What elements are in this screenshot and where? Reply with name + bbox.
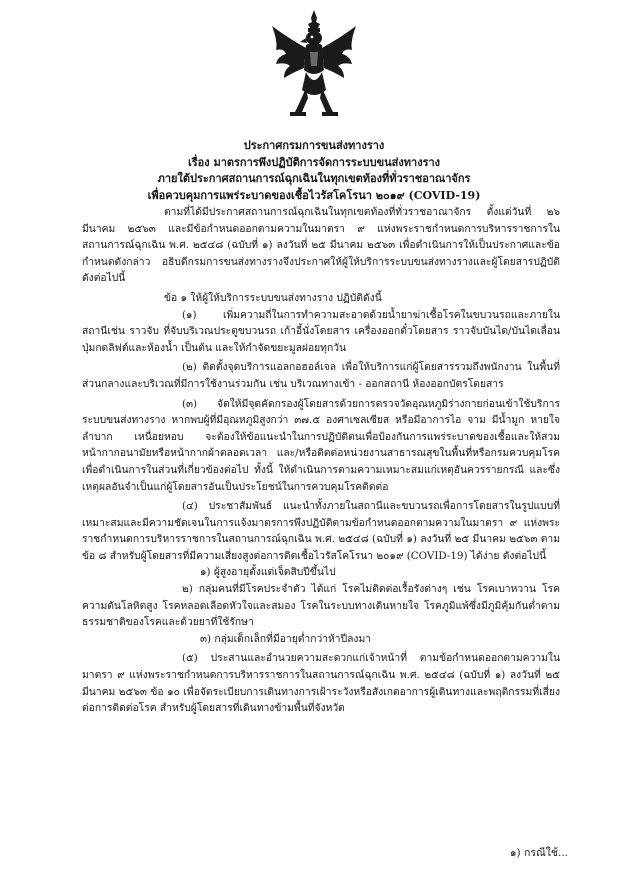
title-context: ภายใต้ประกาศสถานการณ์ฉุกเฉินในทุกเขตท้องที่ทั่วราชอาณาจักร: [157, 172, 471, 185]
risk-group-3: ๓) กลุ่มเด็กเล็กที่มีอายุต่ำกว่าห้าปีลงมา: [200, 632, 372, 645]
clause-1-item-2: (๒) ติดตั้งจุดบริการแอลกอฮอล์เจล เพื่อให้บริการแก่ผู้โดยสารรวมถึงพนักงาน ในพื้นที่ส่วนกลางและบริเวณที่มีการใช้งานร่วมกัน เช่น บริเวณทางเข้า - ออกสถานี ห้องออกบัตรโดยสาร: [82, 361, 560, 390]
title-purpose: เพื่อควบคุมการแพร่ระบาดของเชื้อไวรัสโคโรนา ๒๐๑๙ (COVID-19): [147, 188, 481, 202]
clause-1-item-1: (๑) เพิ่มความถี่ในการทำความสะอาดด้วยน้ำยาฆ่าเชื้อโรคในขบวนรถและภายในสถานีเช่น ราวจับ ที่จับบริเวณประตูขบวนรถ เก้าอี้นั่งโดยสาร เครื่องออกตั๋วโดยสาร ราวจับบันได/บันไดเลื่อน ปุ่มกดลิฟต์และห้องน้ำ เป็นต้น และให้กำจัดขยะมูลฝอยทุกวัน: [82, 308, 560, 354]
title-agency: ประกาศกรมการขนส่งทางราง: [243, 139, 385, 152]
document-title: [130, 138, 498, 204]
title-subject: เรื่อง มาตรการพึงปฏิบัติการจัดการระบบขนส่งทางราง: [187, 155, 441, 169]
document-body: [82, 204, 560, 717]
risk-group-2: ๒) กลุ่มคนที่มีโรคประจำตัว ได้แก่ โรคไม่ติดต่อเรื้อรังต่างๆ เช่น โรคเบาหวาน โรคความดันโลหิตสูง โรคหลอดเลือดหัวใจและสมอง โรคในระบบทางเดินหายใจ โรคภูมิแพ้ซึ่งมีภูมิคุ้มกันต่ำตามธรรมชาติของโรคและด้วยยาที่ใช้รักษา: [82, 583, 560, 629]
risk-group-1: ๑) ผู้สูงอายุตั้งแต่เจ็ดสิบปีขึ้นไป: [200, 566, 336, 579]
clause-1-heading: ข้อ ๑ ให้ผู้ให้บริการระบบขนส่งทางราง ปฏิบัติดังนี้: [164, 291, 382, 304]
page-continuation: ๑) กรณีใช้...: [509, 847, 568, 859]
intro-paragraph: ตามที่ได้มีประกาศสถานการณ์ฉุกเฉินในทุกเขตท้องที่ทั่วราชอาณาจักร ตั้งแต่วันที่ ๒๖ มีนาคม ๒๕๖๓ และมีข้อกำหนดออกตามความในมาตรา ๙ แห่งพระราชกำหนดการบริหารราชการในสถานการณ์ฉุกเฉิน พ.ศ. ๒๕๔๘ (ฉบับที่ ๑) ลงวันที่ ๒๕ มีนาคม ๒๕๖๓ เพื่อดำเนินการให้เป็นประกาศและข้อกำหนดดังกล่าว อธิบดีกรมการขนส่งทางรางจึงประกาศให้ผู้ให้บริการระบบขนส่งทางรางและผู้โดยสารปฏิบัติดังต่อไปนี้: [82, 206, 560, 285]
clause-1-item-5: (๕) ประสานและอำนวยความสะดวกแก่เจ้าหน้าที่ ตามข้อกำหนดออกตามความในมาตรา ๙ แห่งพระราชกำหนดการบริหารราชการในสถานการณ์ฉุกเฉิน พ.ศ. ๒๕๔๘ (ฉบับที่ ๑) ลงวันที่ ๒๕ มีนาคม ๒๕๖๓ ข้อ ๑๐ เพื่อจัดระเบียบการเดินทางการเฝ้าระวังหรือสังเกตอาการผู้เดินทางและพฤติกรรมที่เสี่ยงต่อการติดต่อโรค สำหรับผู้โดยสารที่เดินทางข้ามพื้นที่จังหวัด: [82, 652, 560, 715]
clause-1-item-4: (๔) ประชาสัมพันธ์ แนะนำทั้งภายในสถานีและขบวนรถเพื่อการโดยสารในรูปแบบที่เหมาะสมและมีความชัดเจนในการแจ้งมาตรการพึงปฏิบัติตามข้อกำหนดออกตามความในมาตรา ๙ แห่งพระราชกำหนดการบริหารราชการในสถานการณ์ฉุกเฉิน พ.ศ. ๒๕๔๘ (ฉบับที่ ๑) ลงวันที่ ๒๕ มีนาคม ๒๕๖๓ ตามข้อ ๘ สำหรับผู้โดยสารที่มีความเสี่ยงสูงต่อการติดเชื้อไวรัสโคโรนา ๒๐๑๙ (COVID-19) ได้ง่าย ดังต่อไปนี้: [82, 500, 560, 562]
garuda-emblem-icon: [268, 8, 360, 120]
clause-1-item-3: (๓) จัดให้มีจุดคัดกรองผู้โดยสารด้วยการตรวจวัดอุณหภูมิร่างกายก่อนเข้าใช้บริการระบบขนส่งทางราง หากพบผู้ที่มีอุณหภูมิสูงกว่า ๓๗.๕ องศาเซลเซียส หรือมีอาการไอ จาม มีน้ำมูก หายใจลำบาก เหนื่อยหอบ จะต้องให้ข้อแนะนำในการปฏิบัติตนเพื่อป้องกันการแพร่ระบาดของเชื้อและให้สวมหน้ากากอนามัยหรือหน้ากากผ้าตลอดเวลา และ/หรือติดต่อหน่วยงานสาธารณสุขในพื้นที่หรือกรมควบคุมโรคเพื่อดำเนินการในส่วนที่เกี่ยวข้องต่อไป ทั้งนี้ ให้ดำเนินการตามความเหมาะสมแก่เหตุอันควรรายกรณี และซึ่งเหตุผลอันจำเป็นแก่ผู้โดยสารอันเป็นประโยชน์ในการควบคุมโรคติดต่อ: [82, 397, 560, 493]
